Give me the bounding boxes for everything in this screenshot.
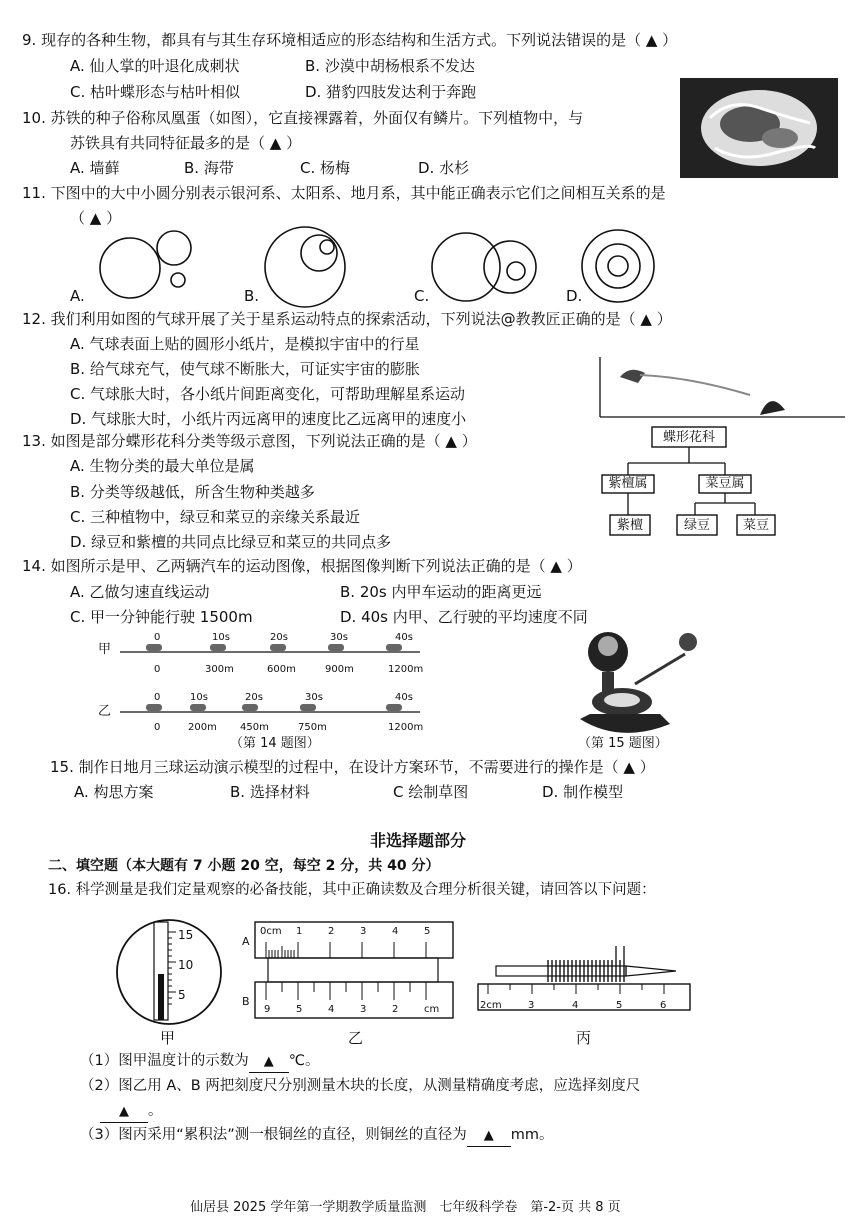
sun-earth-moon-model-photo: [560, 624, 710, 739]
bing-tick-5: 5: [616, 1000, 623, 1011]
ruler-b-tick-1: 5: [296, 1004, 303, 1015]
q15-option-c: C 绘制草图: [393, 783, 469, 801]
thermometer-figure: [114, 916, 224, 1028]
yi-time-20: 20s: [245, 692, 263, 703]
q10-option-d: D. 水杉: [418, 159, 470, 177]
yi-dist-450: 450m: [240, 722, 269, 733]
bing-tick-3: 3: [528, 1000, 535, 1011]
ruler-b-label: B: [242, 995, 250, 1008]
q16-part3: [80, 1125, 554, 1147]
thermo-tick-5: 5: [178, 988, 186, 1002]
ruler-a-tick-1: 1: [296, 926, 303, 937]
tree-genus1-label: 紫檀属: [608, 476, 648, 491]
q14-option-a: A. 乙做匀速直线运动: [70, 583, 210, 601]
q13-option-b: B. 分类等级越低，所含生物种类越多: [70, 483, 315, 501]
bing-tick-6: 6: [660, 1000, 667, 1011]
section-subtitle: 二、填空题（本大题有 7 小题 20 空，每空 2 分，共 40 分）: [48, 858, 440, 874]
q10-stem-line1: 10. 苏铁的种子俗称凤凰蛋（如图），它直接裸露着，外面仅有鳞片。下列植物中，与: [22, 109, 584, 127]
fig-bing-label: 丙: [576, 1029, 592, 1047]
q12-option-d: D. 气球胀大时，小纸片丙远离甲的速度比乙远离甲的速度小: [70, 410, 467, 428]
q10-option-b: B. 海带: [184, 159, 234, 177]
section-title: 非选择题部分: [370, 831, 467, 850]
ruler-b-tick-3: 3: [360, 1004, 367, 1015]
q11-stem-line1: 11. 下图中的大中小圆分别表示银河系、太阳系、地月系，其中能正确表示它们之间相互关系的是: [22, 184, 666, 202]
q15-option-d: D. 制作模型: [542, 783, 624, 801]
jia-time-40: 40s: [395, 632, 413, 643]
yi-dist-0: 0: [154, 722, 161, 733]
tree-root-label: 蝶形花科: [662, 430, 715, 445]
jia-dist-0: 0: [154, 664, 161, 675]
q16-part2-blank: ▲: [100, 1102, 148, 1123]
ruler-b-tick-4: 2: [392, 1004, 399, 1015]
q9-option-a: A. 仙人掌的叶退化成刺状: [70, 57, 240, 75]
q11-option-d: D.: [566, 287, 583, 305]
q14-stem: 14. 如图所示是甲、乙两辆汽车的运动图像，根据图像判断下列说法正确的是（ ▲ ）: [22, 557, 582, 575]
q13-stem: 13. 如图是部分蝶形花科分类等级示意图，下列说法正确的是（ ▲ ）: [22, 432, 477, 450]
q12-option-a: A. 气球表面上贴的圆形小纸片，是模拟宇宙中的行星: [70, 335, 420, 353]
yi-row-label: 乙: [98, 704, 112, 719]
q16-part2: （2）图乙用 A、B 两把刻度尺分别测量木块的长度，从测量精确度考虑，应选择刻度尺: [80, 1078, 641, 1094]
yi-dist-750: 750m: [298, 722, 327, 733]
q13-option-d: D. 绿豆和紫檀的共同点比绿豆和菜豆的共同点多: [70, 533, 392, 551]
q11-option-c: C.: [414, 287, 430, 305]
q14-figure-caption: （第 14 题图）: [230, 736, 320, 751]
q10-option-c: C. 杨梅: [300, 159, 351, 177]
q14-option-c: C. 甲一分钟能行驶 1500m: [70, 608, 253, 626]
jia-time-30: 30s: [330, 632, 348, 643]
q16-part1-unit: ℃。: [288, 1053, 320, 1069]
ruler-b-tick-2: 4: [328, 1004, 335, 1015]
q11-option-a: A.: [70, 287, 85, 305]
balloon-photo: [600, 355, 845, 425]
q11-diagram-b: [265, 225, 345, 310]
q16-part2-end: 。: [148, 1103, 163, 1119]
jia-time-0: 0: [154, 632, 161, 643]
q9-option-b: B. 沙漠中胡杨根系不发达: [305, 57, 475, 75]
q14-option-b: B. 20s 内甲车运动的距离更远: [340, 583, 542, 601]
q11-option-b: B.: [244, 287, 260, 305]
q15-figure-caption: （第 15 题图）: [578, 736, 668, 751]
ruler-b-tick-5: cm: [424, 1004, 440, 1015]
q11-diagram-c: [430, 227, 540, 307]
ruler-a-tick-0: 0cm: [260, 926, 282, 937]
jia-dist-900: 900m: [325, 664, 354, 675]
tree-leaf2-label: 绿豆: [683, 518, 710, 533]
jia-dist-600: 600m: [267, 664, 296, 675]
q16-part3-text: （3）图丙采用“累积法”测一根铜丝的直径，则铜丝的直径为: [80, 1127, 467, 1143]
ruler-a-tick-3: 3: [360, 926, 367, 937]
jia-time-10: 10s: [212, 632, 230, 643]
jia-time-20: 20s: [270, 632, 288, 643]
q10-stem-line2: 苏铁具有共同特征最多的是（ ▲ ）: [70, 134, 302, 152]
ruler-a-tick-4: 4: [392, 926, 399, 937]
tree-leaf1-label: 紫檀: [616, 518, 643, 533]
q15-option-b: B. 选择材料: [230, 783, 310, 801]
q11-stem-line2: （ ▲ ）: [70, 209, 122, 227]
q11-diagram-a: [98, 230, 198, 310]
cycad-seed-photo: [680, 78, 838, 178]
q9-option-d: D. 猎豹四肢发达利于奔跑: [305, 83, 477, 101]
q12-option-c: C. 气球胀大时，各小纸片间距离变化，可帮助理解星系运动: [70, 385, 466, 403]
q16-part3-unit: mm。: [510, 1127, 554, 1143]
q15-option-a: A. 构思方案: [74, 783, 154, 801]
q15-stem: 15. 制作日地月三球运动演示模型的过程中，在设计方案环节，不需要进行的操作是（ ▲ ）: [50, 758, 655, 776]
q16-part1-blank: ▲: [249, 1052, 289, 1073]
yi-time-30: 30s: [305, 692, 323, 703]
tree-leaf3-label: 菜豆: [742, 518, 769, 533]
ruler-a-label: A: [242, 935, 250, 948]
page-footer: 仙居县 2025 学年第一学期教学质量监测 七年级科学卷 第-2-页 共 8 页: [190, 1200, 621, 1215]
fig-yi-label: 乙: [348, 1029, 364, 1047]
jia-dist-1200: 1200m: [388, 664, 424, 675]
thermo-tick-10: 10: [178, 958, 194, 972]
ruler-a-tick-5: 5: [424, 926, 431, 937]
q16-stem: 16. 科学测量是我们定量观察的必备技能，其中正确读数及合理分析很关键，请回答以下问题：: [48, 882, 656, 898]
q16-part1: [80, 1051, 320, 1073]
yi-time-0: 0: [154, 692, 161, 703]
ruler-b-tick-0: 9: [264, 1004, 271, 1015]
ruler-a-tick-2: 2: [328, 926, 335, 937]
q13-option-a: A. 生物分类的最大单位是属: [70, 457, 255, 475]
q16-part2-answer: [100, 1101, 163, 1123]
q16-part1-text: （1）图甲温度计的示数为: [80, 1053, 249, 1069]
q16-part3-blank: ▲: [467, 1126, 511, 1147]
q13-option-c: C. 三种植物中，绿豆和菜豆的亲缘关系最近: [70, 508, 361, 526]
q12-stem: 12. 我们利用如图的气球开展了关于星系运动特点的探索活动，下列说法@教教匠正确的是（ ▲ ）: [22, 310, 672, 328]
yi-dist-200: 200m: [188, 722, 217, 733]
q11-diagram-d: [578, 228, 658, 308]
yi-time-10: 10s: [190, 692, 208, 703]
thermo-tick-15: 15: [178, 928, 194, 942]
q9-option-c: C. 枯叶蝶形态与枯叶相似: [70, 83, 241, 101]
jia-dist-300: 300m: [205, 664, 234, 675]
q10-option-a: A. 墙藓: [70, 159, 120, 177]
bing-tick-2: 2cm: [480, 1000, 502, 1011]
bing-tick-4: 4: [572, 1000, 579, 1011]
q14-option-d: D. 40s 内甲、乙行驶的平均速度不同: [340, 608, 588, 626]
fig-jia-label: 甲: [160, 1029, 176, 1047]
yi-car-markers: [146, 704, 402, 711]
q9-stem: 9. 现存的各种生物，都具有与其生存环境相适应的形态结构和生活方式。下列说法错误的是（ ▲ ）: [22, 31, 678, 49]
yi-time-40: 40s: [395, 692, 413, 703]
q12-option-b: B. 给气球充气，使气球不断胀大，可证实宇宙的膨胀: [70, 360, 420, 378]
tree-genus2-label: 菜豆属: [705, 476, 745, 491]
yi-dist-1200: 1200m: [388, 722, 424, 733]
jia-row-label: 甲: [98, 642, 112, 657]
